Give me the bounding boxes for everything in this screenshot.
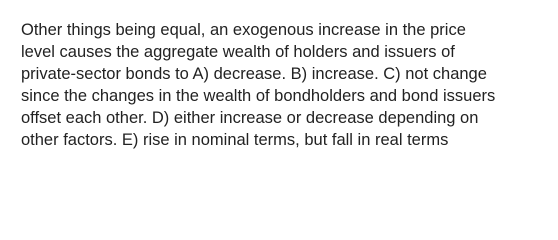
question-line: private-sector bonds to A) decrease. B) increase. C) not change bbox=[21, 65, 487, 84]
question-line: level causes the aggregate wealth of holders and issuers of bbox=[21, 43, 455, 62]
question-line: Other things being equal, an exogenous increase in the price bbox=[21, 21, 466, 39]
question-line: other factors. E) rise in nominal terms, but fall in real terms bbox=[21, 131, 449, 150]
question-line: since the changes in the wealth of bondholders and bond issuers bbox=[21, 87, 496, 106]
question-text bbox=[21, 19, 541, 152]
question-line: offset each other. D) either increase or decrease depending on bbox=[21, 109, 479, 128]
